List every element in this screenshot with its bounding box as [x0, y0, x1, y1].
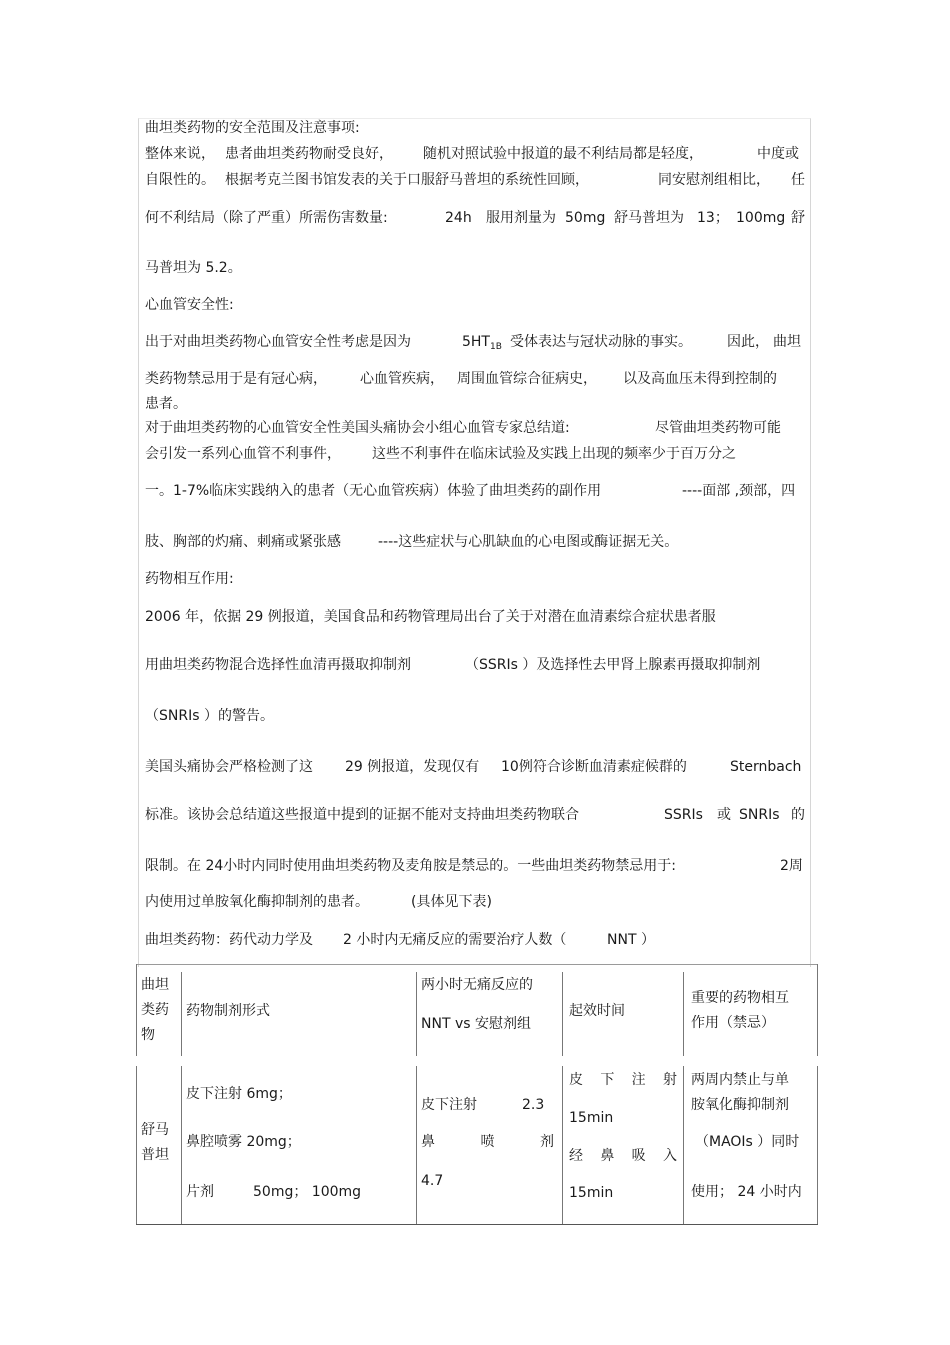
- table-divider: [683, 1066, 684, 1224]
- header-interactions: 重要的药物相互 作用（禁忌）: [691, 990, 789, 1031]
- paragraph-line: 限制。在 24小时内同时使用曲坦类药物及麦角胺是禁忌的。一些曲坦类药物禁忌用于: 2周: [145, 858, 803, 874]
- paragraph-line: 自限性的。 根据考克兰图书馆发表的关于口服舒马普坦的系统性回顾， 同安慰剂组相比， 任: [145, 172, 805, 188]
- paragraph-line: 用曲坦类药物混合选择性血清再摄取抑制剂 （SSRIs ）及选择性去甲肾上腺素再摄取抑制剂: [145, 657, 761, 673]
- table-divider: [181, 972, 182, 1056]
- header-formulation: 药物制剂形式: [186, 1003, 270, 1019]
- cell-interactions: 两周内禁止与单 胺氧化酶抑制剂 （MAOIs ）同时 使用； 24 小时内: [691, 1072, 802, 1200]
- paragraph-line: （SNRIs ）的警告。: [145, 708, 274, 724]
- cell-drug-name: 舒马 普坦: [141, 1122, 169, 1163]
- paragraph-line: 肢、胸部的灼痛、刺痛或紧张感 ----这些症状与心肌缺血的心电图或酶证据无关。: [145, 534, 679, 550]
- paragraph-line: 2006 年，依据 29 例报道，美国食品和药物管理局出台了关于对潜在血清素综合症状患者服: [145, 609, 716, 625]
- paragraph-line: 类药物禁忌用于是有冠心病， 心血管疾病， 周围血管综合征病史， 以及高血压未得到控制的: [145, 371, 777, 387]
- cell-onset: 皮 下 注 射 15min 经 鼻 吸 入 15min: [569, 1072, 677, 1201]
- table-divider: [562, 1066, 563, 1224]
- heading-safety: 曲坦类药物的安全范围及注意事项:: [145, 120, 360, 136]
- paragraph-line: 患者。: [145, 396, 187, 412]
- table-divider: [817, 964, 818, 1056]
- table-divider: [817, 1066, 818, 1224]
- paragraph-line: 美国头痛协会严格检测了这 29 例报道，发现仅有 10例符合诊断血清素症候群的 Sternbach: [145, 759, 802, 775]
- table-divider: [136, 964, 137, 1056]
- paragraph-line: 标准。该协会总结道这些报道中提到的证据不能对支持曲坦类药物联合 SSRIs 或 SNRIs 的: [145, 807, 805, 823]
- paragraph-line: 会引发一系列心血管不利事件， 这些不利事件在临床试验及实践上出现的频率少于百万分之: [145, 446, 736, 462]
- cell-formulation: 皮下注射 6mg； 鼻腔喷雾 20mg； 片剂 50mg； 100mg: [186, 1086, 362, 1200]
- table-bottom-border: [136, 1224, 818, 1225]
- table-divider: [136, 1066, 137, 1224]
- table-caption: 曲坦类药物：药代动力学及 2 小时内无痛反应的需要治疗人数（ NNT ）: [145, 932, 655, 948]
- header-nnt: 两小时无痛反应的 NNT vs 安慰剂组: [421, 977, 533, 1032]
- paragraph-line: 一。1-7%临床实践纳入的患者（无心血管疾病）体验了曲坦类药的副作用 ----面部 ,颈部，四: [145, 483, 796, 499]
- table-divider: [416, 1066, 417, 1224]
- table-divider: [683, 972, 684, 1056]
- paragraph-line: 何不利结局（除了严重）所需伤害数量: 24h 服用剂量为 50mg 舒马普坦为 13； 100mg 舒: [145, 210, 805, 226]
- paragraph-line: 内使用过单胺氧化酶抑制剂的患者。 (具体见下表): [145, 894, 492, 910]
- heading-interactions: 药物相互作用:: [145, 571, 234, 587]
- cell-nnt: 皮下注射 2.3 鼻 喷 剂 4.7: [421, 1097, 554, 1189]
- table-divider: [181, 1066, 182, 1224]
- table-divider: [416, 972, 417, 1056]
- paragraph-line: 出于对曲坦类药物心血管安全性考虑是因为 $5HT_{1B}$ 受体表达与冠状动脉的事实。 因此， 曲坦: [145, 334, 801, 352]
- paragraph-line: 整体来说， 患者曲坦类药物耐受良好， 随机对照试验中报道的最不利结局都是轻度， 中度或: [145, 146, 799, 162]
- table-top-border: [136, 964, 818, 965]
- header-drug: 曲坦 类药 物: [141, 977, 169, 1043]
- paragraph-line: 对于曲坦类药物的心血管安全性美国头痛协会小组心血管专家总结道: 尽管曲坦类药物可能: [145, 420, 781, 436]
- table-divider: [562, 972, 563, 1056]
- heading-cardiovascular: 心血管安全性:: [145, 297, 234, 313]
- header-onset: 起效时间: [569, 1003, 625, 1019]
- paragraph-line: 马普坦为 5.2。: [145, 260, 242, 276]
